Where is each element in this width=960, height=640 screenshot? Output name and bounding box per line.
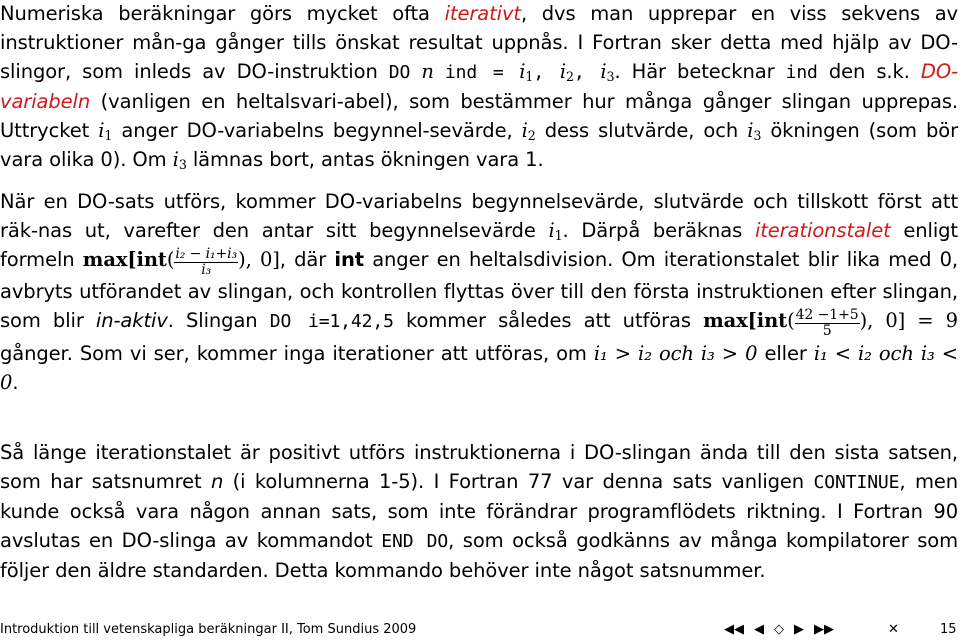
text: . Här betecknar: [614, 60, 786, 83]
math-paren: (: [787, 309, 795, 333]
paragraph-loop-end: [0, 438, 958, 585]
code-continue: CONTINUE: [813, 472, 900, 493]
math-fraction: [174, 247, 238, 277]
code-ind: ind: [785, 62, 818, 83]
term-int: int: [334, 248, 364, 271]
text: anger en heltalsdivision. Om iterationstalet blir lika med 0, avbryts utförandet av slingan, och kontrollen flyttas över till den första instruktionen efter slingan, som blir: [0, 248, 959, 333]
page-number: 15: [940, 622, 957, 637]
math-sub: 1: [104, 128, 113, 144]
math-i3: i: [172, 148, 179, 171]
text: Numeriska beräkningar görs mycket ofta: [0, 2, 445, 25]
fraction-denominator: 5: [822, 323, 832, 340]
term-inaktiv: in-aktiv: [95, 309, 168, 333]
fraction-numerator: i₂ − i₁+i₃: [175, 245, 238, 262]
toc-diamond-icon[interactable]: ◇: [774, 622, 784, 637]
text: , men kunde också vara någon annan sats, som inte förändrar programflödets riktning. I Fortran 90 avslutas en DO-slinga av kommandot: [0, 470, 959, 552]
code-do-loop: DO i=1,42,5: [269, 311, 394, 333]
text: kommer således att utföras: [393, 309, 704, 333]
text: När en DO-sats utförs, kommer DO-variabelns begynnelsevärde, slutvärde och tillskott först att räk-nas ut, varefter den antar sitt begynnelsevärde: [0, 190, 958, 242]
math-condition: i₁ > i₂ och i₃ > 0: [593, 341, 758, 365]
math-paren: ), 0]: [238, 248, 280, 271]
math-int: int: [756, 309, 788, 333]
math-sub: 2: [565, 69, 574, 85]
text: eller: [757, 341, 814, 365]
fraction-denominator: i₃: [201, 261, 212, 278]
text: den s.k.: [817, 60, 921, 83]
math-sub: 3: [178, 157, 187, 173]
paragraph-do-loop-intro: [0, 0, 958, 174]
math-condition: i₁ < i₂ och i₃ < 0: [0, 341, 959, 394]
math-i1: i: [548, 219, 555, 242]
first-page-icon[interactable]: ◀◀: [724, 622, 744, 637]
math-max: max[: [82, 248, 137, 271]
math-max: max[: [703, 309, 757, 333]
text: . Därpå beräknas: [562, 219, 755, 242]
close-icon[interactable]: ✕: [888, 622, 899, 637]
text: , där: [279, 248, 335, 271]
text: . Slingan: [167, 309, 270, 333]
math-n: n: [210, 470, 224, 493]
text: , som också godkänns av många kompilatorer som följer den äldre standarden. Detta kommando behöver inte något satsnummer.: [0, 529, 958, 582]
code-do: DO: [388, 62, 411, 83]
text: (i kolumnerna 1-5). I Fortran 77 var denna sats vanligen: [223, 470, 814, 493]
code-comma: ,: [533, 62, 560, 83]
math-sub: 3: [606, 69, 615, 85]
fraction-numerator: 42 −1+5: [795, 307, 859, 324]
math-i3: i: [747, 119, 754, 142]
math-paren: (: [166, 248, 175, 271]
math-i2: i: [559, 60, 566, 83]
code-comma: ,: [573, 62, 601, 83]
math-sub: 2: [527, 128, 536, 144]
text: , dvs man upprepar en viss sekvens av instruktioner mån-ga gånger tills önskat resultat uppnås. I Fortran sker detta med hjälp av DO-slingor, som inleds av DO-instruktion: [0, 2, 958, 83]
math-i3: i: [600, 60, 607, 83]
code-end-do: END DO: [381, 531, 449, 552]
math-sub: 1: [554, 228, 563, 244]
text: ökningen (som bör vara olika 0). Om: [0, 119, 958, 171]
slide-navigation: [724, 621, 834, 639]
text: lämnas bort, antas ökningen vara 1.: [186, 148, 544, 171]
text: enligt formeln: [0, 219, 958, 271]
term-iterationstalet: iterationstalet: [754, 219, 891, 242]
term-do-variabeln: DO-variabeln: [0, 60, 959, 113]
paragraph-iteration-count: [0, 187, 958, 397]
text: (vanligen en heltalsvari-abel), som bestämmer hur många gånger slingan upprepas. Uttrycket: [0, 90, 958, 142]
math-n: n: [421, 60, 434, 83]
math-sub: 3: [753, 128, 762, 144]
math-i2: i: [521, 119, 528, 142]
slide-footer: [0, 621, 960, 639]
text: dess slutvärde, och: [535, 119, 748, 142]
code-ind: ind =: [444, 62, 520, 83]
next-page-icon[interactable]: ▶: [794, 622, 804, 637]
math-sub: 1: [525, 69, 534, 85]
footer-title: Introduktion till vetenskapliga beräkningar II, Tom Sundius 2009: [0, 622, 417, 637]
math-paren: ), 0] = 9: [859, 309, 958, 333]
text: anger DO-variabelns begynnel-sevärde,: [112, 119, 522, 142]
math-int: int: [136, 248, 167, 271]
math-fraction: [795, 308, 860, 338]
text: gånger. Som vi ser, kommer inga iterationer att utföras, om: [0, 341, 594, 365]
math-i1: i: [519, 60, 526, 83]
text: Så länge iterationstalet är positivt utförs instruktionerna i DO-slingan ända till den sista satsen, som har satsnumret: [0, 441, 958, 493]
math-i1: i: [98, 119, 105, 142]
text: .: [12, 370, 19, 394]
term-iterativt: iterativt: [444, 2, 521, 25]
previous-page-icon[interactable]: ◀: [754, 622, 764, 637]
last-page-icon[interactable]: ▶▶: [814, 622, 834, 637]
